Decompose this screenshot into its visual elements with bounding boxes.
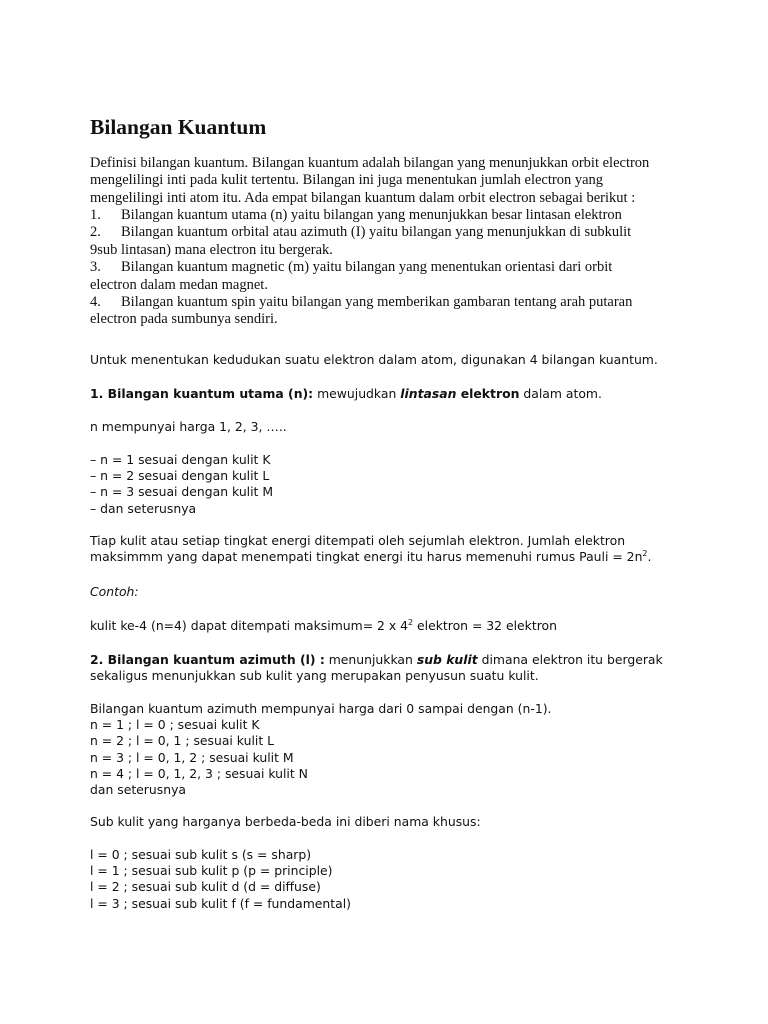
numbered-item [90,224,690,241]
list-item: l = 0 ; sesuai sub kulit s (s = sharp) [90,847,312,862]
intro-line: mengelilingi inti atom itu. Ada empat bilangan kuantum dalam orbit electron sebagai berikut : [90,189,636,206]
subkulit-list [90,847,690,912]
kulit-example [90,618,690,634]
section-2-text: menunjukkan [324,652,417,667]
contoh-text: Contoh: [90,584,139,599]
document-title: Bilangan Kuantum [90,115,267,139]
item-number: 3. [90,259,101,276]
superscript: 2 [408,618,414,627]
paragraph-text: maksimmm yang dapat menempati tingkat energi itu harus memenuhi rumus Pauli = 2n [90,549,643,565]
example-text: elektron = 32 elektron [413,618,557,633]
list-item: n = 1 ; l = 0 ; sesuai kulit K [90,717,260,733]
example-text: kulit ke-4 (n=4) dapat ditempati maksimum= 2 x 4 [90,618,408,633]
paragraph-line: Tiap kulit atau setiap tingkat energi ditempati oleh sejumlah elektron. Jumlah elektron [90,533,626,548]
list-item: l = 1 ; sesuai sub kulit p (p = principle) [90,863,333,879]
item-continuation: electron dalam medan magnet. [90,276,268,293]
section-1-heading [90,386,690,402]
intro-line: mengelilingi inti pada kulit tertentu. Bilangan ini juga menentukan jumlah electron yang [90,172,604,189]
section-1-text: mewujudkan [313,386,401,401]
numbered-item [90,207,690,224]
list-item: l = 3 ; sesuai sub kulit f (f = fundamental) [90,895,351,911]
list-item: dan seterusnya [90,782,186,798]
numbered-list [90,207,690,329]
intro-line: Definisi bilangan kuantum. Bilangan kuantum adalah bilangan yang menunjukkan orbit electron [90,155,650,171]
elektron-term: elektron [456,386,520,401]
numbered-item [90,259,690,276]
numbered-item [90,294,690,311]
paragraph-line [90,549,690,565]
list-item: l = 2 ; sesuai sub kulit d (d = diffuse) [90,879,321,895]
item-text: Bilangan kuantum orbital atau azimuth (I) yaitu bilangan yang menunjukkan di subkulit [121,224,632,241]
list-item: n = 4 ; l = 0, 1, 2, 3 ; sesuai kulit N [90,765,308,781]
superscript: 2 [642,549,648,559]
item-number: 1. [90,207,101,223]
lintasan-term: lintasan [400,386,457,401]
subkulit-term: sub kulit [416,652,478,667]
item-text: Bilangan kuantum magnetic (m) yaitu bilangan yang menentukan orientasi dari orbit [121,259,613,276]
n-values-line: n mempunyai harga 1, 2, 3, ….. [90,419,287,434]
section-2-line: sekaligus menunjukkan sub kulit yang merupakan penyusun suatu kulit. [90,668,539,684]
list-item: – n = 1 sesuai dengan kulit K [90,452,271,467]
list-item: n = 2 ; l = 0, 1 ; sesuai kulit L [90,733,275,749]
azimuth-list [90,701,690,798]
list-item: – n = 2 sesuai dengan kulit L [90,468,270,484]
section-2-heading [90,652,690,684]
section-2-line [90,652,690,668]
section-1-text: dalam atom. [519,386,602,401]
list-item: n = 3 ; l = 0, 1, 2 ; sesuai kulit M [90,749,294,765]
item-number: 4. [90,294,101,311]
item-continuation: electron pada sumbunya sendiri. [90,311,278,328]
list-item: Bilangan kuantum azimuth mempunyai harga dari 0 sampai dengan (n-1). [90,701,552,716]
intro-paragraph [90,155,690,207]
section-2-title: 2. Bilangan kuantum azimuth (l) : [90,652,325,667]
item-text: Bilangan kuantum utama (n) yaitu bilangan yang menunjukkan besar lintasan elektron [121,207,622,223]
contoh-label [90,584,690,600]
section-1-title: 1. Bilangan kuantum utama (n): [90,386,314,401]
section-2-text: dimana elektron itu bergerak [477,652,663,667]
kulit-list [90,452,690,517]
list-item: – n = 3 sesuai dengan kulit M [90,484,274,500]
paragraph-text: . [647,549,652,565]
untuk-paragraph: Untuk menentukan kedudukan suatu elektron dalam atom, digunakan 4 bilangan kuantum. [90,352,658,367]
subkulit-intro: Sub kulit yang harganya berbeda-beda ini diberi nama khusus: [90,814,481,829]
list-item: – dan seterusnya [90,500,197,516]
tiap-paragraph [90,533,690,565]
item-continuation: 9sub lintasan) mana electron itu bergerak. [90,241,333,258]
item-text: Bilangan kuantum spin yaitu bilangan yang memberikan gambaran tentang arah putaran [121,294,633,311]
item-number: 2. [90,224,101,241]
